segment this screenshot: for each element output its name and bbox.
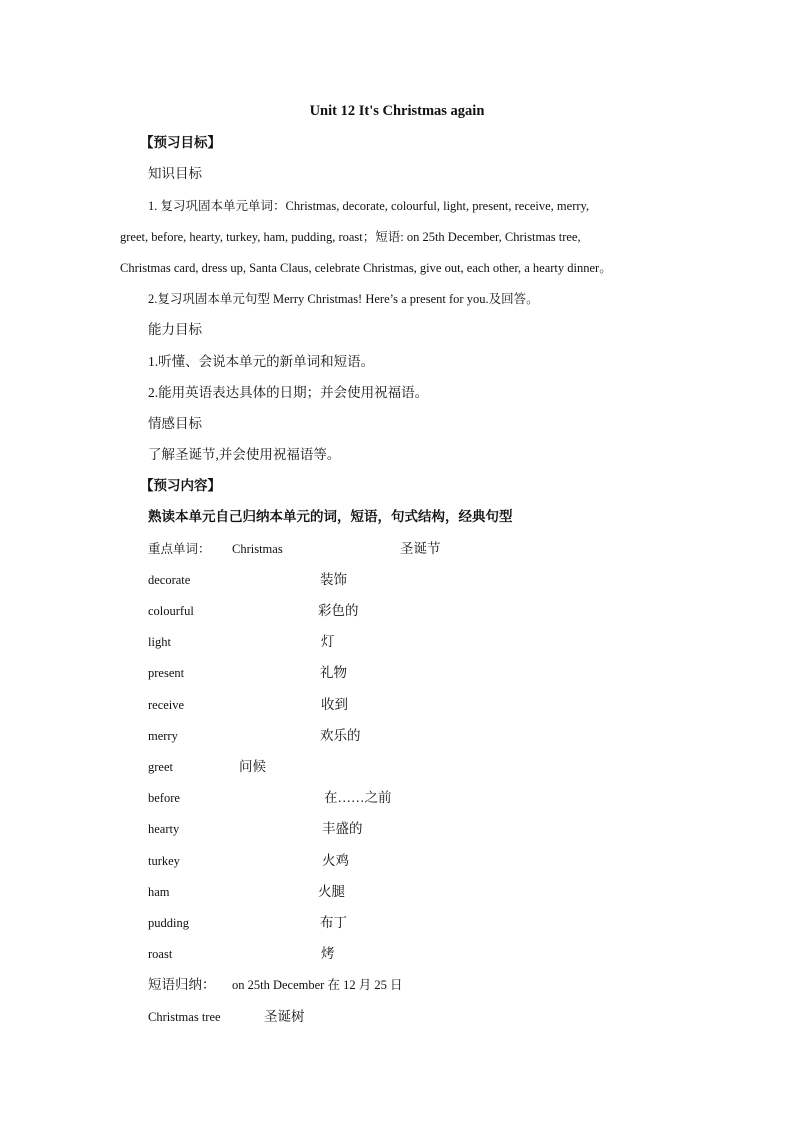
vocab-zh: 布丁 [320,915,347,930]
vocab-en: before [148,791,180,805]
phrase-zh: 圣诞树 [264,1009,305,1024]
vocab-en: receive [148,698,185,712]
subheading-knowledge-goals: 知识目标 [148,166,202,181]
vocab-en: greet [148,760,173,774]
vocab-en: merry [148,729,178,743]
vocab-zh: 火腿 [318,884,345,899]
vocab-en: turkey [148,854,180,868]
subheading-emotion-goals: 情感目标 [148,416,202,431]
section-heading-preview-goals: 【预习目标】 [140,135,221,150]
vocab-zh: 礼物 [320,665,347,680]
paragraph-line: 了解圣诞节,并会使用祝福语等。 [148,447,341,462]
vocab-zh: 火鸡 [322,853,349,868]
vocab-zh: 丰盛的 [322,821,363,836]
paragraph-line: 2.能用英语表达具体的日期；并会使用祝福语。 [148,385,429,400]
vocab-en: hearty [148,822,180,836]
paragraph-line: 1.听懂、会说本单元的新单词和短语。 [148,354,375,369]
key-words-label: 重点单词： [148,542,211,556]
section-heading-preview-content: 【预习内容】 [140,478,221,493]
page-title: Unit 12 It's Christmas again [309,103,485,119]
vocab-zh: 欢乐的 [320,728,361,743]
vocab-zh: 问候 [239,759,266,774]
instruction-text: 熟读本单元自己归纳本单元的词，短语，句式结构，经典句型 [148,509,513,524]
vocab-zh: 收到 [321,697,348,712]
phrase-en: Christmas tree [148,1010,221,1024]
vocab-en: colourful [148,604,194,618]
subheading-ability-goals: 能力目标 [148,322,202,337]
vocab-zh: 圣诞节 [400,541,441,556]
phrases-label: 短语归纳： [148,977,216,992]
vocab-en: light [148,635,171,649]
vocab-en: roast [148,947,173,961]
paragraph-line: 2.复习巩固本单元句型 Merry Christmas! Here’s a present for you.及回答。 [148,292,539,306]
vocab-zh: 装饰 [320,572,347,587]
vocab-zh: 灯 [321,634,335,649]
paragraph-line: Christmas card, dress up, Santa Claus, celebrate Christmas, give out, each other, a hearty dinner。 [120,261,612,275]
vocab-zh: 彩色的 [318,603,359,618]
vocab-en: Christmas [232,542,283,556]
phrase-line: on 25th December 在 12 月 25 日 [232,978,403,992]
vocab-en: decorate [148,573,191,587]
vocab-en: present [148,666,185,680]
vocab-en: ham [148,885,170,899]
paragraph-line: greet, before, hearty, turkey, ham, pudding, roast；短语: on 25th December, Christmas tree, [120,230,581,244]
vocab-zh: 在……之前 [324,790,392,805]
paragraph-line: 1. 复习巩固本单元单词：Christmas, decorate, colourful, light, present, receive, merry, [148,199,590,213]
vocab-en: pudding [148,916,189,930]
vocab-zh: 烤 [321,946,335,961]
